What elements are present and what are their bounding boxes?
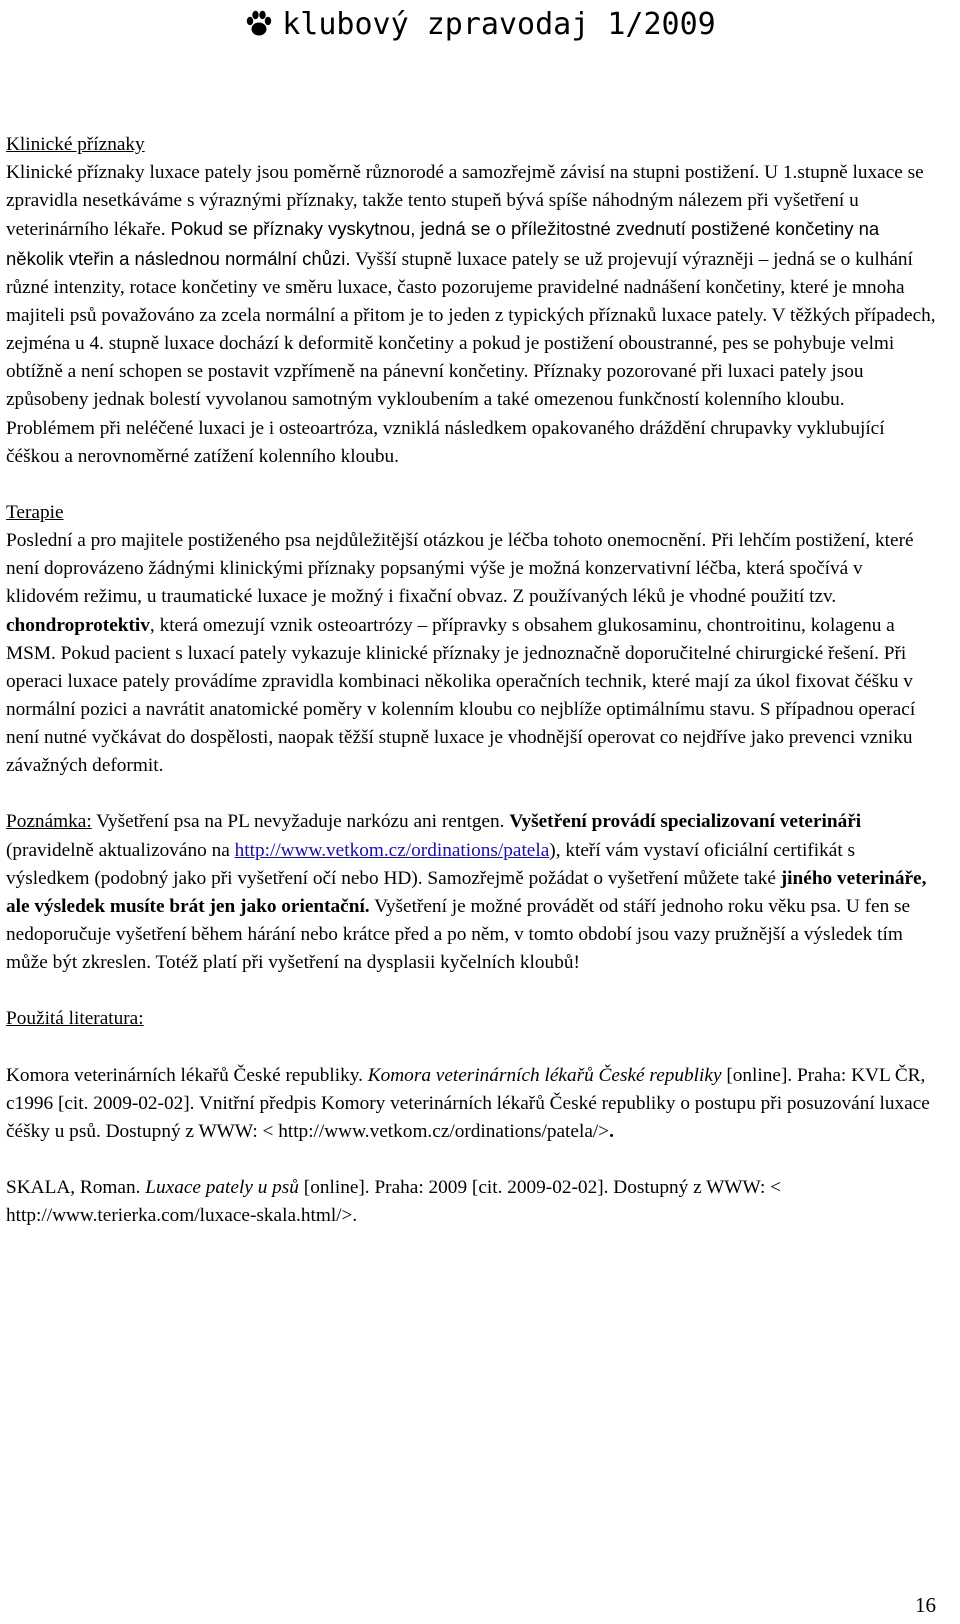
vetkom-link[interactable]: http://www.vetkom.cz/ordinations/patela [234, 839, 550, 861]
section-heading-literatura: Použitá literatura: [6, 1008, 144, 1030]
text-segment: Vyšetření je možné provádět od stáří jednoho roku věku psa. U fen se nedoporučuje vyšetření během hárání nebo krátce před a po něm, v tomto období jsou vazy pružnější a výsledek tím může být zkreslen. Totéž platí při vyšetření na dysplasii kyčelních kloubů! [6, 895, 911, 974]
text-segment: Pokud se příznaky vyskytnou, jedná se o příležitostné zvednutí postižené končetiny na několik vteřin a následnou normální chůzi. [6, 218, 880, 269]
italic-title: Luxace pately u psů [145, 1177, 299, 1198]
text-segment: Poslední a pro majitele postiženého psa nejdůležitější otázkou je léčba tohoto onemocnění. Při lehčím postižení, které není doprovázeno žádnými klinickými příznaky popsanými výše je možná konzervativní léčba, která spočívá v klidovém režimu, u traumatické luxace je možný i fixační obvaz. Z používaných léků je vhodné použití tzv. [6, 530, 914, 608]
text-segment: Vyšetření psa na PL nevyžaduje narkózu ani rentgen. [91, 811, 510, 833]
paw-print-icon [244, 9, 274, 39]
text-segment: . [609, 1120, 614, 1142]
text-segment: SKALA, Roman. [6, 1177, 146, 1198]
bold-term: chondroprotektiv [6, 614, 150, 636]
reference-1 [6, 1062, 936, 1146]
reference-2 [6, 1174, 936, 1230]
bold-text: Vyšetření provádí specializovaní veterináři [509, 811, 862, 833]
paragraph-poznamka [6, 808, 936, 977]
text-segment: (pravidelně aktualizováno na [6, 839, 235, 861]
article-body [6, 131, 936, 1230]
section-heading-klinicke: Klinické příznaky [6, 134, 145, 155]
text-segment: Klinické příznaky luxace pately jsou poměrně různorodé a samozřejmě závisí na stupni postižení. U 1.stupně luxace se zpravidla nesetkáváme s výraznými příznaky, takže tento stupeň bývá spíše náhodným nálezem při vyšetření u veterinárního lékaře. [6, 162, 924, 241]
newsletter-title: klubový zpravodaj 1/2009 [282, 6, 716, 42]
bold-text: jiného veterináře, ale výsledek musíte brát jen jako orientační. [6, 867, 927, 917]
paragraph-terapie [6, 527, 936, 780]
text-segment: Vyšší stupně luxace pately se už projevují výrazněji – jedná se o kulhání různé intenzity, rotace končetiny ve směru luxace, často pozorujeme pravidelné nadnášení končetiny, které je mnoha majiteli psů považováno za zcela normální a přitom je to jeden z typických příznaků luxace pately. V těžkých případech, zejména u 4. stupně luxace dochází k deformitě končetiny a pokud je postižení oboustranné, pes se pohybuje velmi obtížně a není schopen se postavit vzpřímeně na pánevní končetiny. Příznaky pozorované při luxaci pately jsou způsobeny jednak bolestí vyvolanou samotným vykloubením a také omezenou funkčností kolenního kloubu. Problémem při neléčené luxaci je i osteoartróza, vzniklá následkem opakovaného dráždění chrupavky vyklubující čéškou a nerovnoměrné zatížení kolenního kloubu. [6, 248, 936, 467]
page-header [0, 2, 960, 46]
text-segment: Komora veterinárních lékařů České republiky. [6, 1064, 368, 1086]
section-heading-terapie: Terapie [6, 501, 64, 523]
text-segment: ), kteří vám vystaví oficiální certifikát s výsledkem (podobný jako při vyšetření očí nebo HD). Samozřejmě požádat o vyšetření můžete také [6, 839, 856, 889]
paragraph-klinicke [6, 159, 936, 471]
page-number: 16 [915, 1593, 936, 1617]
note-label: Poznámka: [6, 811, 92, 833]
text-segment: [online]. Praha: KVL ČR, c1996 [cit. 2009-02-02]. Vnitřní předpis Komory veterinárních lékařů České republiky o postupu při posuzování luxace čéšky u psů. Dostupný z WWW: < http://www.vetkom.cz/ordinations/patela/> [6, 1064, 930, 1142]
italic-title: Komora veterinárních lékařů České republiky [367, 1064, 722, 1086]
text-segment: , která omezují vznik osteoartrózy – přípravky s obsahem glukosaminu, chontroitinu, kolagenu a MSM. Pokud pacient s luxací pately vykazuje klinické příznaky je jednoznačně doporučitelné chirurgické řešení. Při operaci luxace pately provádíme zpravidla kombinaci několika operačních technik, které mají za úkol fixovat čéšku v normální pozici a navrátit anatomické poměry v kolenním kloubu co nejblíže optimálnímu stavu. S případnou operací není nutné vyčkávat do dospělosti, naopak těžší stupně luxace je vhodnější operovat co nejdříve jako prevenci vzniku závažných deformit. [6, 614, 916, 777]
text-segment: [online]. Praha: 2009 [cit. 2009-02-02]. Dostupný z WWW: < http://www.terierka.com/luxace-skala.html/>. [6, 1177, 782, 1227]
